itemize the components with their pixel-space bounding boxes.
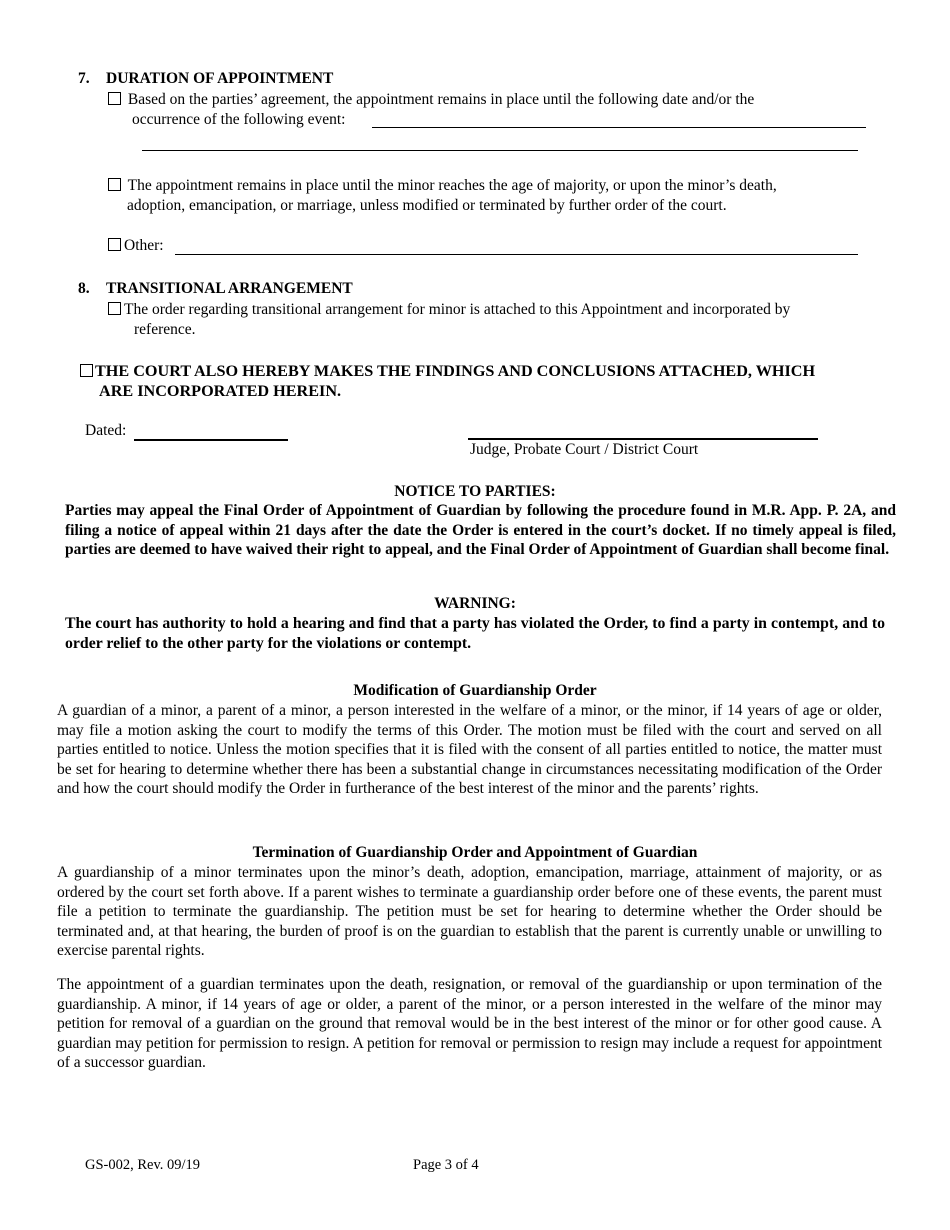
other-checkbox-row[interactable] [108, 237, 164, 255]
termination-body-1: A guardianship of a minor terminates upon the minor’s death, adoption, emancipation, marriage, attainment of majority, or as ordered by the court set forth above. If a parent wishes to terminate a guardianship order before one of these events, the parent must file a petition to terminate the guardianship. The petition must be set for hearing to determine whether the Order should be terminated and, at that hearing, the burden of proof is on the guardian to establish that the parent is currently unable or unwilling to exercise parental rights. [57, 864, 882, 959]
findings-line1: THE COURT ALSO HEREBY MAKES THE FINDINGS AND CONCLUSIONS ATTACHED, WHICH [95, 362, 816, 380]
modification-title: Modification of Guardianship Order [353, 682, 597, 699]
findings-checkbox-row[interactable] [80, 362, 815, 381]
majority-option-line1: The appointment remains in place until the minor reaches the age of majority, or upon the minor’s death, [127, 177, 777, 194]
transitional-checkbox[interactable] [108, 302, 121, 315]
judge-signature-line[interactable] [468, 438, 818, 440]
section-7-heading: DURATION OF APPOINTMENT [106, 70, 334, 87]
section-7-number: 7. [78, 70, 90, 87]
page-number: Page 3 of 4 [413, 1157, 479, 1173]
other-field[interactable] [175, 254, 858, 255]
other-label: Other: [124, 237, 164, 254]
agreement-option-line1: Based on the parties’ agreement, the appointment remains in place until the following date and/or the [127, 91, 755, 108]
warning-body: The court has authority to hold a hearing and find that a party has violated the Order, to find a party in contempt, and to order relief to the other party for the violations or contempt. [65, 615, 885, 652]
majority-checkbox-row[interactable] [108, 177, 777, 195]
findings-line2: ARE INCORPORATED HEREIN. [99, 382, 342, 400]
modification-body: A guardian of a minor, a parent of a minor, a person interested in the welfare of a minor, or the minor, if 14 years of age or older, may file a motion asking the court to modify the terms of this Order. The motion must be filed with the court and served on all parties entitled to notice. Unless the motion specifies that it is filed with the consent of all parties entitled to notice, the matter must be set for hearing to determine whether there has been a substantial change in circumstances necessitating modification of the Order and how the court should modify the Order in furtherance of the best interest of the minor and the parents’ rights. [57, 702, 882, 797]
agreement-event-field[interactable] [372, 127, 866, 128]
judge-label: Judge, Probate Court / District Court [470, 441, 699, 458]
transitional-option-line1: The order regarding transitional arrangement for minor is attached to this Appointment and incorporated by [124, 301, 791, 318]
section-8-heading: TRANSITIONAL ARRANGEMENT [106, 280, 353, 297]
transitional-option-line2: reference. [134, 321, 196, 338]
agreement-option-line2: occurrence of the following event: [132, 111, 346, 128]
section-8-number: 8. [78, 280, 90, 297]
agreement-checkbox-row[interactable] [108, 91, 754, 109]
agreement-checkbox[interactable] [108, 92, 121, 105]
agreement-event-field-continued[interactable] [142, 150, 858, 151]
transitional-checkbox-row[interactable] [108, 301, 790, 319]
termination-body-2: The appointment of a guardian terminates upon the death, resignation, or removal of the guardianship or upon termination of the guardianship. A minor, if 14 years of age or older, a parent of the minor, or a person interested in the welfare of the minor may petition for removal of a guardian on the ground that removal would be in the best interest of the minor or for other good cause. A guardian may petition for permission to resign. A petition for removal or permission to resign may include a request for appointment of a successor guardian. [57, 976, 882, 1071]
termination-title: Termination of Guardianship Order and Appointment of Guardian [252, 844, 698, 861]
form-id: GS-002, Rev. 09/19 [85, 1157, 201, 1173]
majority-option-line2: adoption, emancipation, or marriage, unless modified or terminated by further order of the court. [127, 197, 727, 214]
warning-title: WARNING: [434, 595, 516, 612]
other-checkbox[interactable] [108, 238, 121, 251]
findings-checkbox[interactable] [80, 364, 93, 377]
notice-title: NOTICE TO PARTIES: [394, 483, 556, 500]
notice-body: Parties may appeal the Final Order of Appointment of Guardian by following the procedure found in M.R. App. P. 2A, and filing a notice of appeal within 21 days after the date the Order is entered in the court’s docket. If no timely appeal is filed, parties are deemed to have waived their right to appeal, and the Final Order of Appointment of Guardian shall become final. [65, 502, 896, 558]
dated-field[interactable] [134, 439, 288, 441]
dated-label: Dated: [85, 422, 127, 439]
majority-checkbox[interactable] [108, 178, 121, 191]
